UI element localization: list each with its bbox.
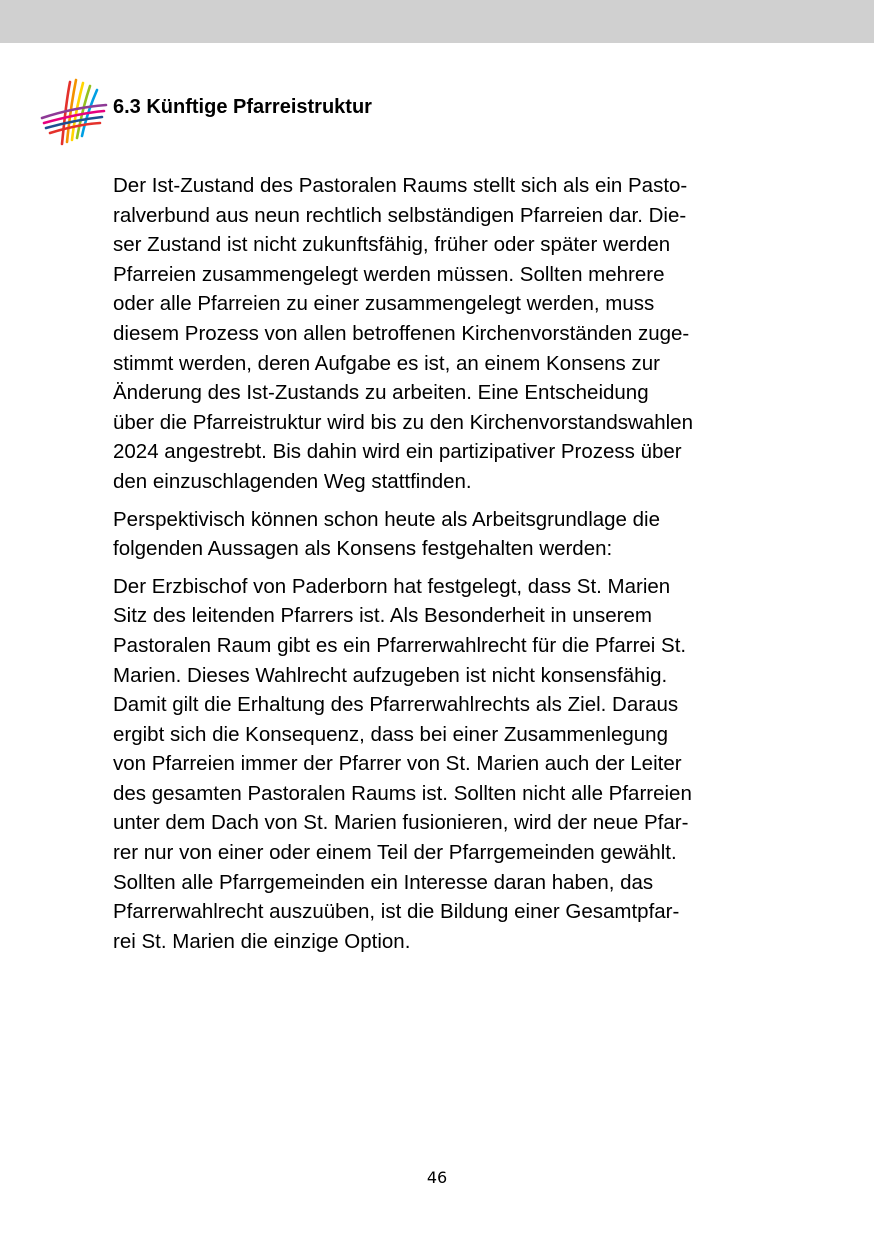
text-line: über die Pfarreistruktur wird bis zu den Kirchenvorstandswahlen <box>113 410 693 434</box>
paragraph-3 <box>113 572 768 957</box>
text-line: rer nur von einer oder einem Teil der Pfarrgemeinden gewählt. <box>113 841 677 865</box>
text-line: Änderung des Ist-Zustands zu arbeiten. Eine Entscheidung <box>113 381 649 405</box>
text-line: Pastoralen Raum gibt es ein Pfarrerwahlrecht für die Pfarrei St. <box>113 633 687 657</box>
pastoral-space-logo-icon <box>40 78 108 146</box>
text-line: Pfarreien zusammengelegt werden müssen. Sollten mehrere <box>113 262 665 286</box>
text-line: Der Ist-Zustand des Pastoralen Raums stellt sich als ein Pasto- <box>113 174 688 197</box>
text-line: des gesamten Pastoralen Raums ist. Sollten nicht alle Pfarreien <box>113 781 692 805</box>
text-line: stimmt werden, deren Aufgabe es ist, an einem Konsens zur <box>113 351 660 375</box>
text-line: diesem Prozess von allen betroffenen Kirchenvorständen zuge- <box>113 321 690 345</box>
text-line: ralverbund aus neun rechtlich selbständigen Pfarreien dar. Die- <box>113 203 687 227</box>
section-heading: 6.3 Künftige Pfarreistruktur <box>113 96 372 118</box>
paragraph-2 <box>113 505 768 564</box>
text-line: Der Erzbischof von Paderborn hat festgelegt, dass St. Marien <box>113 574 671 598</box>
text-line: Sitz des leitenden Pfarrers ist. Als Besonderheit in unserem <box>113 604 652 628</box>
text-line: den einzuschlagenden Weg stattfinden. <box>113 469 472 493</box>
text-line: Damit gilt die Erhaltung des Pfarrerwahlrechts als Ziel. Daraus <box>113 693 679 717</box>
text-line: Perspektivisch können schon heute als Arbeitsgrundlage die <box>113 507 661 531</box>
body-text <box>113 171 768 964</box>
text-line: Sollten alle Pfarrgemeinden ein Interesse daran haben, das <box>113 870 654 894</box>
text-line: von Pfarreien immer der Pfarrer von St. Marien auch der Leiter <box>113 752 682 776</box>
text-line: ergibt sich die Konsequenz, dass bei einer Zusammenlegung <box>113 722 668 746</box>
text-line: 2024 angestrebt. Bis dahin wird ein partizipativer Prozess über <box>113 440 682 464</box>
text-line: unter dem Dach von St. Marien fusionieren, wird der neue Pfar- <box>113 811 689 835</box>
paragraph-1 <box>113 171 768 497</box>
page-number: 46 <box>426 1168 448 1187</box>
text-line: folgenden Aussagen als Konsens festgehalten werden: <box>113 537 613 561</box>
text-line: ser Zustand ist nicht zukunftsfähig, früher oder später werden <box>113 233 671 257</box>
text-line: rei St. Marien die einzige Option. <box>113 929 411 953</box>
text-line: Pfarrerwahlrecht auszuüben, ist die Bildung einer Gesamtpfar- <box>113 900 680 924</box>
text-line: Marien. Dieses Wahlrecht aufzugeben ist nicht konsensfähig. <box>113 663 668 687</box>
text-line: oder alle Pfarreien zu einer zusammengelegt werden, muss <box>113 292 655 316</box>
top-gray-bar <box>0 0 874 43</box>
